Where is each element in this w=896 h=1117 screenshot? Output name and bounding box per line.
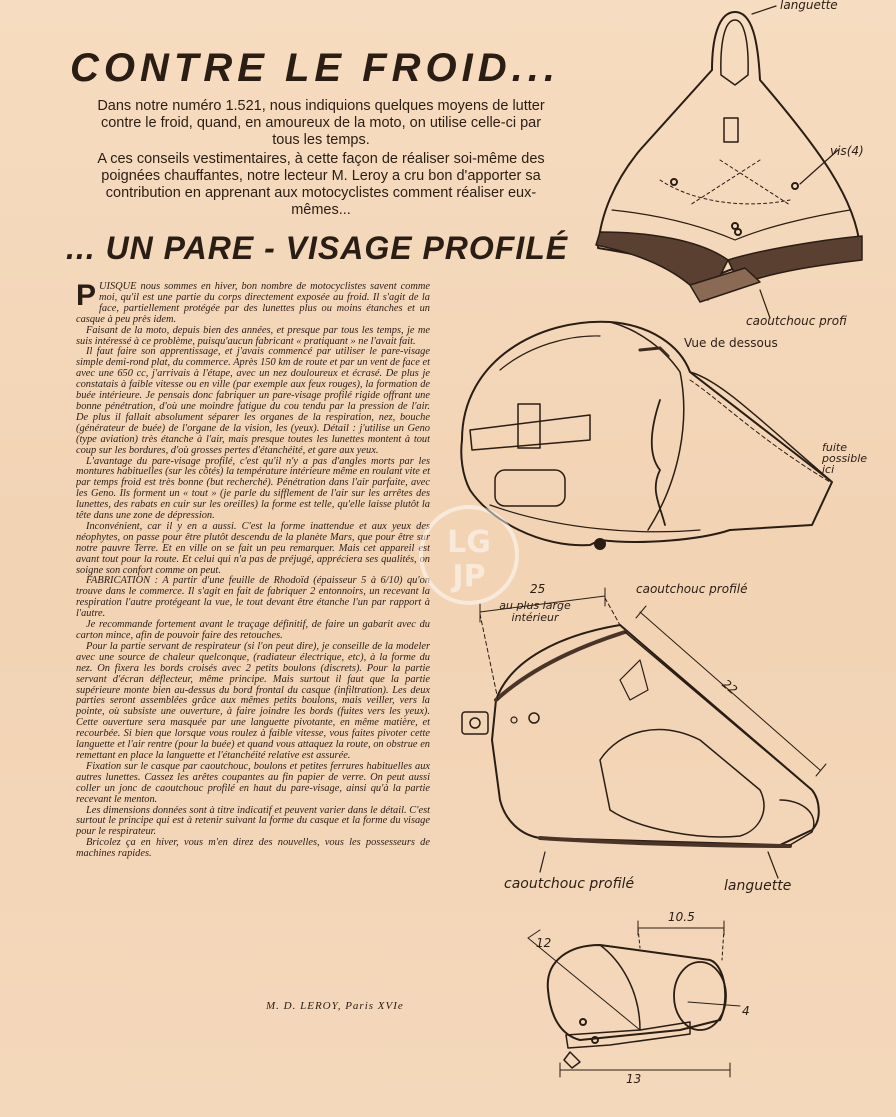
svg-text:JP: JP	[452, 559, 486, 594]
label-languette-top: languette	[780, 0, 838, 12]
body-paragraph: FABRICATION : A partir d'une feuille de Rhodoïd (épaisseur 5 à 6/10) qu'on trouve dans le commerce. Il s'agit en fait de fabriquer 2 entonnoirs, un recevant la respiration l'autre protégeant la vue, le tout devant être étanche l'un par rapport à l'autre.	[76, 575, 430, 620]
author-signature: M. D. LEROY, Paris XVIe	[266, 1000, 404, 1012]
body-paragraph: PUISQUE nous sommes en hiver, bon nombre de motocyclistes savent comme moi, qu'il est une partie du corps directement exposée au froid. Il s'agit de la face, partiellement protégée par des lunettes plus ou moins étanches et un casque à peu près idem.	[76, 282, 430, 325]
label-fuite: fuite possible ici	[822, 441, 868, 476]
article-subtitle: ... UN PARE - VISAGE PROFILÉ	[66, 230, 569, 266]
label-dim-10-5: 10.5	[668, 910, 695, 924]
watermark-logo	[414, 500, 524, 610]
label-caoutchouc-bottom: caoutchouc profilé	[504, 876, 635, 892]
body-paragraph: Inconvénient, car il y en a aussi. C'est la forme inattendue et aux yeux des néophytes, on passe pour être plutôt descendu de la planète Mars, que pour être sur notre pauvre Terre. Et en ville on se fait un peu remarquer. Mais cet appareil est avant tout pour la route. Et celui qui n'a pas de préjugé, appréciera ses qualités, on soigne son confort comme on peut.	[76, 520, 430, 576]
body-paragraph: Bricolez ça en hiver, vous m'en direz des nouvelles, vous les possesseurs de machines rapides.	[76, 837, 430, 860]
label-dim-4: 4	[742, 1004, 750, 1018]
label-dim-25: 25	[530, 582, 546, 596]
visor-side-drawing	[462, 588, 826, 878]
article-title: CONTRE LE FROID...	[70, 46, 560, 90]
svg-text:LG: LG	[447, 525, 491, 560]
drop-cap: P	[76, 282, 97, 312]
label-plus-large: au plus large intérieur	[499, 599, 571, 624]
label-vue-dessous: Vue de dessous	[684, 336, 778, 350]
body-paragraph: Je recommande fortement avant le traçage définitif, de faire un gabarit avec du carton mince, afin de pouvoir faire des retouches.	[76, 619, 430, 641]
body-paragraph: Faisant de la moto, depuis bien des années, et presque par tous les temps, je me suis intéressé à ce problème, puisqu'aucun fabricant « pratiquant » ne l'avait fait.	[76, 324, 430, 347]
label-caoutchouc-mid: caoutchouc profilé	[636, 582, 748, 596]
label-dim-13: 13	[626, 1072, 642, 1086]
label-vis: vis(4)	[830, 144, 864, 158]
body-paragraph: Pour la partie servant de respirateur (si l'on peut dire), je conseille de la modeler avec une source de chaleur quelconque, (radiateur électrique, etc), à la forme du nez. On fixera les bords croisés avec 2 petits boulons (discrets). Pour la partie servant d'écran déflecteur, même principe. Mais surtout il faut que la partie supérieure monte bien au-dessus du bord frontal du casque (infiltration). Les deux parties seront assemblées grâce aux mêmes petits boulons, mais veiller, vers la pointe, où subsiste une ouverture, à faire joindre les bords (fuites vers les yeux). Cette ouverture sera masquée par une languette pivotante, en même matière, et recourbée. Si bien que lorsque vous roulez à faible vitesse, vous faites pivoter cette languette et l'air rentre (pour la buée) et quand vous attaquez la route, on obstrue en remettant en place la languette et l'étanchéité relative est assurée.	[76, 640, 430, 761]
body-paragraph: Fixation sur le casque par caoutchouc, boulons et petites ferrures habituelles aux autres lunettes. Cassez les arêtes coupantes au fin papier de verre. On peut aussi coller un jonc de caoutchouc profilé en haut du pare-visage, ainsi qu'à la partie recevant le menton.	[76, 760, 430, 805]
label-caoutchouc-top: caoutchouc profi	[746, 314, 847, 328]
label-dim-22: 22	[719, 676, 740, 698]
body-paragraph: L'avantage du pare-visage profilé, c'est qu'il n'y a pas d'angles morts par les montures habituelles (sur les côtés) la température intérieure même en roulant vite et par temps froid est très bonne (but recherché). Pénétration dans l'air parfaite, avec les Geno. Ils forment un « tout » (je parle du sifflement de l'air sur les arrêtes des lunettes, des rabats en cuir sur les oreilles) la forme est telle, qu'elle laisse plutôt la tête dans une zone de dépression.	[76, 455, 430, 522]
label-languette-bottom: languette	[724, 878, 792, 894]
body-paragraph: Les dimensions données sont à titre indicatif et peuvent varier dans le détail. C'est surtout le principe qui est à retenir suivant la forme du casque et la forme du visage pour le respirateur.	[76, 804, 430, 838]
intro-paragraph: A ces conseils vestimentaires, à cette façon de réaliser soi-même des poignées chauffantes, notre lecteur M. Leroy a cru bon d'apporter sa contribution en apprenant aux motocyclistes comment réaliser eux-mêmes...	[97, 151, 545, 218]
body-paragraph: Il faut faire son apprentissage, et j'avais commencé par utiliser le pare-visage simple demi-rond plat, du commerce. Après 150 km de route et par un vent de face et avec une 650 cc, j'arrivais à l'étape, avec un nez douloureux et écrasé. De plus je constatais à faible vitesse ou en ville (par exemple aux feux rouges), la formation de buée intérieure. Je pensais donc fabriquer un pare-visage profilé rigide offrant une bonne pénétration, d'où une moindre fatigue du cou tendu par la pression de l'air. De plus il fallait absolument séparer les organes de la respiration, nez, bouche (générateur de buée) de l'organe de la vision, les (yeux). Détail : j'utilise un Geno (type aviation) très étanche à l'air, mais presque toutes les lunettes montent à tout coup sur les bordures, d'où grosses pertes d'étanchéité, et gare aux yeux.	[76, 346, 430, 456]
intro-paragraph: Dans notre numéro 1.521, nous indiquions quelques moyens de lutter contre le froid, quand, en amoureux de la moto, on utilise celle-ci par tous les temps.	[97, 98, 545, 148]
visor-underside-drawing	[596, 6, 862, 318]
nose-piece-drawing	[528, 921, 740, 1077]
label-dim-12: 12	[536, 936, 552, 950]
